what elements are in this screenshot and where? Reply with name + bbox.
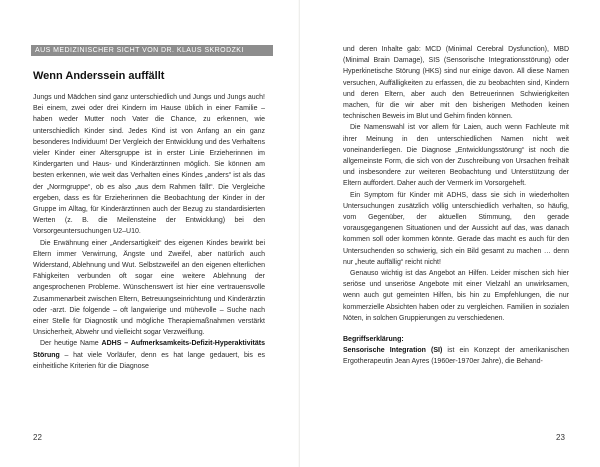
paragraph-rest: – hat viele Vorläufer, denn es hat lange gedauert, bis es einheitliche Kriterien für die Diagnose	[33, 351, 265, 370]
paragraph: Die Namenswahl ist vor allem für Laien, auch wenn Fachleute mit ihrer Meinung in den unterschiedlichen Namen nicht weit voneinanderliegen. Die Diagnose „Entwicklungsstörung“ ist noch die allgemeinste Form, die sich von der Zuschreibung von Ursachen freihält und insbesondere zur weiteren Beobachtung und Unterstützung der Eltern auffordert. Daher auch der Vermerk im Vorsorgeheft.	[343, 124, 569, 188]
left-text-column	[33, 92, 265, 372]
glossary-heading: Begriffserklärung:	[343, 336, 404, 344]
page-number-left: 22	[33, 433, 42, 442]
paragraph: Jungs und Mädchen sind ganz unterschiedlich und Jungs und Jungs auch! Bei einem, zwei oder drei Kindern im Hause üblich in einer Familie – haben weder Mutter noch Vater die Chance, zu erkennen, wie unterschiedlich Kinder sind. Jedes Kind ist von Anfang an ein ganz besonderes Individuum! Der Vergleich der Entwicklung und des Verhaltens vieler Kinder einer Altersgruppe ist in erster Linie Erzieherinnen im Kindergarten und Haus- und Kinderärztinnen möglich. Sie können am besten erkennen, wie weit das Verhalten eines Kindes „anders“ ist als das der „Normgruppe“, ob es also „aus dem Rahmen fällt“. Die Vergleiche ergeben, dass es für Erzieherinnen die Beobachtung der Kinder in der Gruppe im Alltag, für Kinderärztinnen auch der Bezug zu standardisierten Werten (z. B. die Meilensteine der Entwicklung) bei den Vorsorgeuntersuchungen U2–U10.	[33, 94, 265, 236]
section-heading: Wenn Anderssein auffällt	[33, 70, 165, 82]
paragraph-adhs	[33, 338, 265, 372]
paragraph: Genauso wichtig ist das Angebot an Hilfen. Leider mischen sich hier seriöse und unseriöse Angebote mit einer Vielzahl an unwirksamen, wenn auch gut gemeinten Hilfen, bis hin zu Empfehlungen, die nur kommerzielle Absichten haben oder zu vergleichen. Familien in sozialen Nöten, in solchen Gruppierungen zu verschiedenen.	[343, 270, 569, 322]
glossary-entry	[343, 345, 569, 367]
paragraph-lead: Der heutige Name	[40, 340, 102, 348]
section-banner: AUS MEDIZINISCHER SICHT VON DR. KLAUS SKRODZKI	[31, 45, 273, 56]
right-text-column	[343, 44, 569, 368]
adhs-term: ADHS – Aufmerksamkeits-Defizit-Hyperaktivitäts Störung	[33, 340, 265, 359]
glossary-term: Sensorische Integration (SI)	[343, 347, 443, 355]
page-number-right: 23	[556, 433, 565, 442]
paragraph: und deren Inhalte gab: MCD (Minimal Cerebral Dysfunction), MBD (Minimal Brain Damage), SIS (Sensorische Integrationsstörung) oder Hyperkinetische Störung (HKS) sind nur einige davon. All diese Namen versuchen, Auffälligkeiten zu erfassen, die zu beobachten sind, Kindern und deren Eltern, aber auch den Betreuerinnen Schwierigkeiten machen, für die wir aber mit den bisherigen Methoden keinen technischen Beweis im Blut und Gehirn finden können.	[343, 46, 569, 121]
glossary-text: ist ein Konzept der amerikanischen Ergotherapeutin Jean Ayres (1960er-1970er Jahre), die Behand-	[343, 347, 569, 366]
paragraph: Ein Symptom für Kinder mit ADHS, dass sie sich in wiederholten Untersuchungen zusätzlich völlig unterschiedlich verhalten, so häufig, vom Gegenüber, der aktuellen Stimmung, den gerade vorausgegangenen Situationen und der Aussicht auf das, was danach kommen soll oder kommen könnte. Gerade das macht es auch für den Untersuchenden so schwierig, sich ein Bild gesamt zu machen … denn nur „heute auffällig“ reicht nicht!	[343, 191, 569, 266]
paragraph: Die Erwähnung einer „Andersartigkeit“ des eigenen Kindes bewirkt bei Eltern immer Verwirrung, Ängste und Zweifel, aber natürlich auch Widerstand, Ablehnung und Wut. Selbstzweifel an den eigenen elterlichen Fähigkeiten verbunden oft sogar eine weitere Ablehnung der angesprochenen Probleme. Wünschenswert ist hier eine vertrauensvolle Zusammenarbeit zwischen Eltern, Betreuungseinrichtung und Kinderärztin oder -arzt. Die folgende – oft langwierige und mühevolle – Suche nach einer Stelle für Diagnostik und mögliche Therapiemaßnahmen verstärkt Unsicherheit, Abwehr und vielleicht sogar Verzweiflung.	[33, 239, 265, 337]
